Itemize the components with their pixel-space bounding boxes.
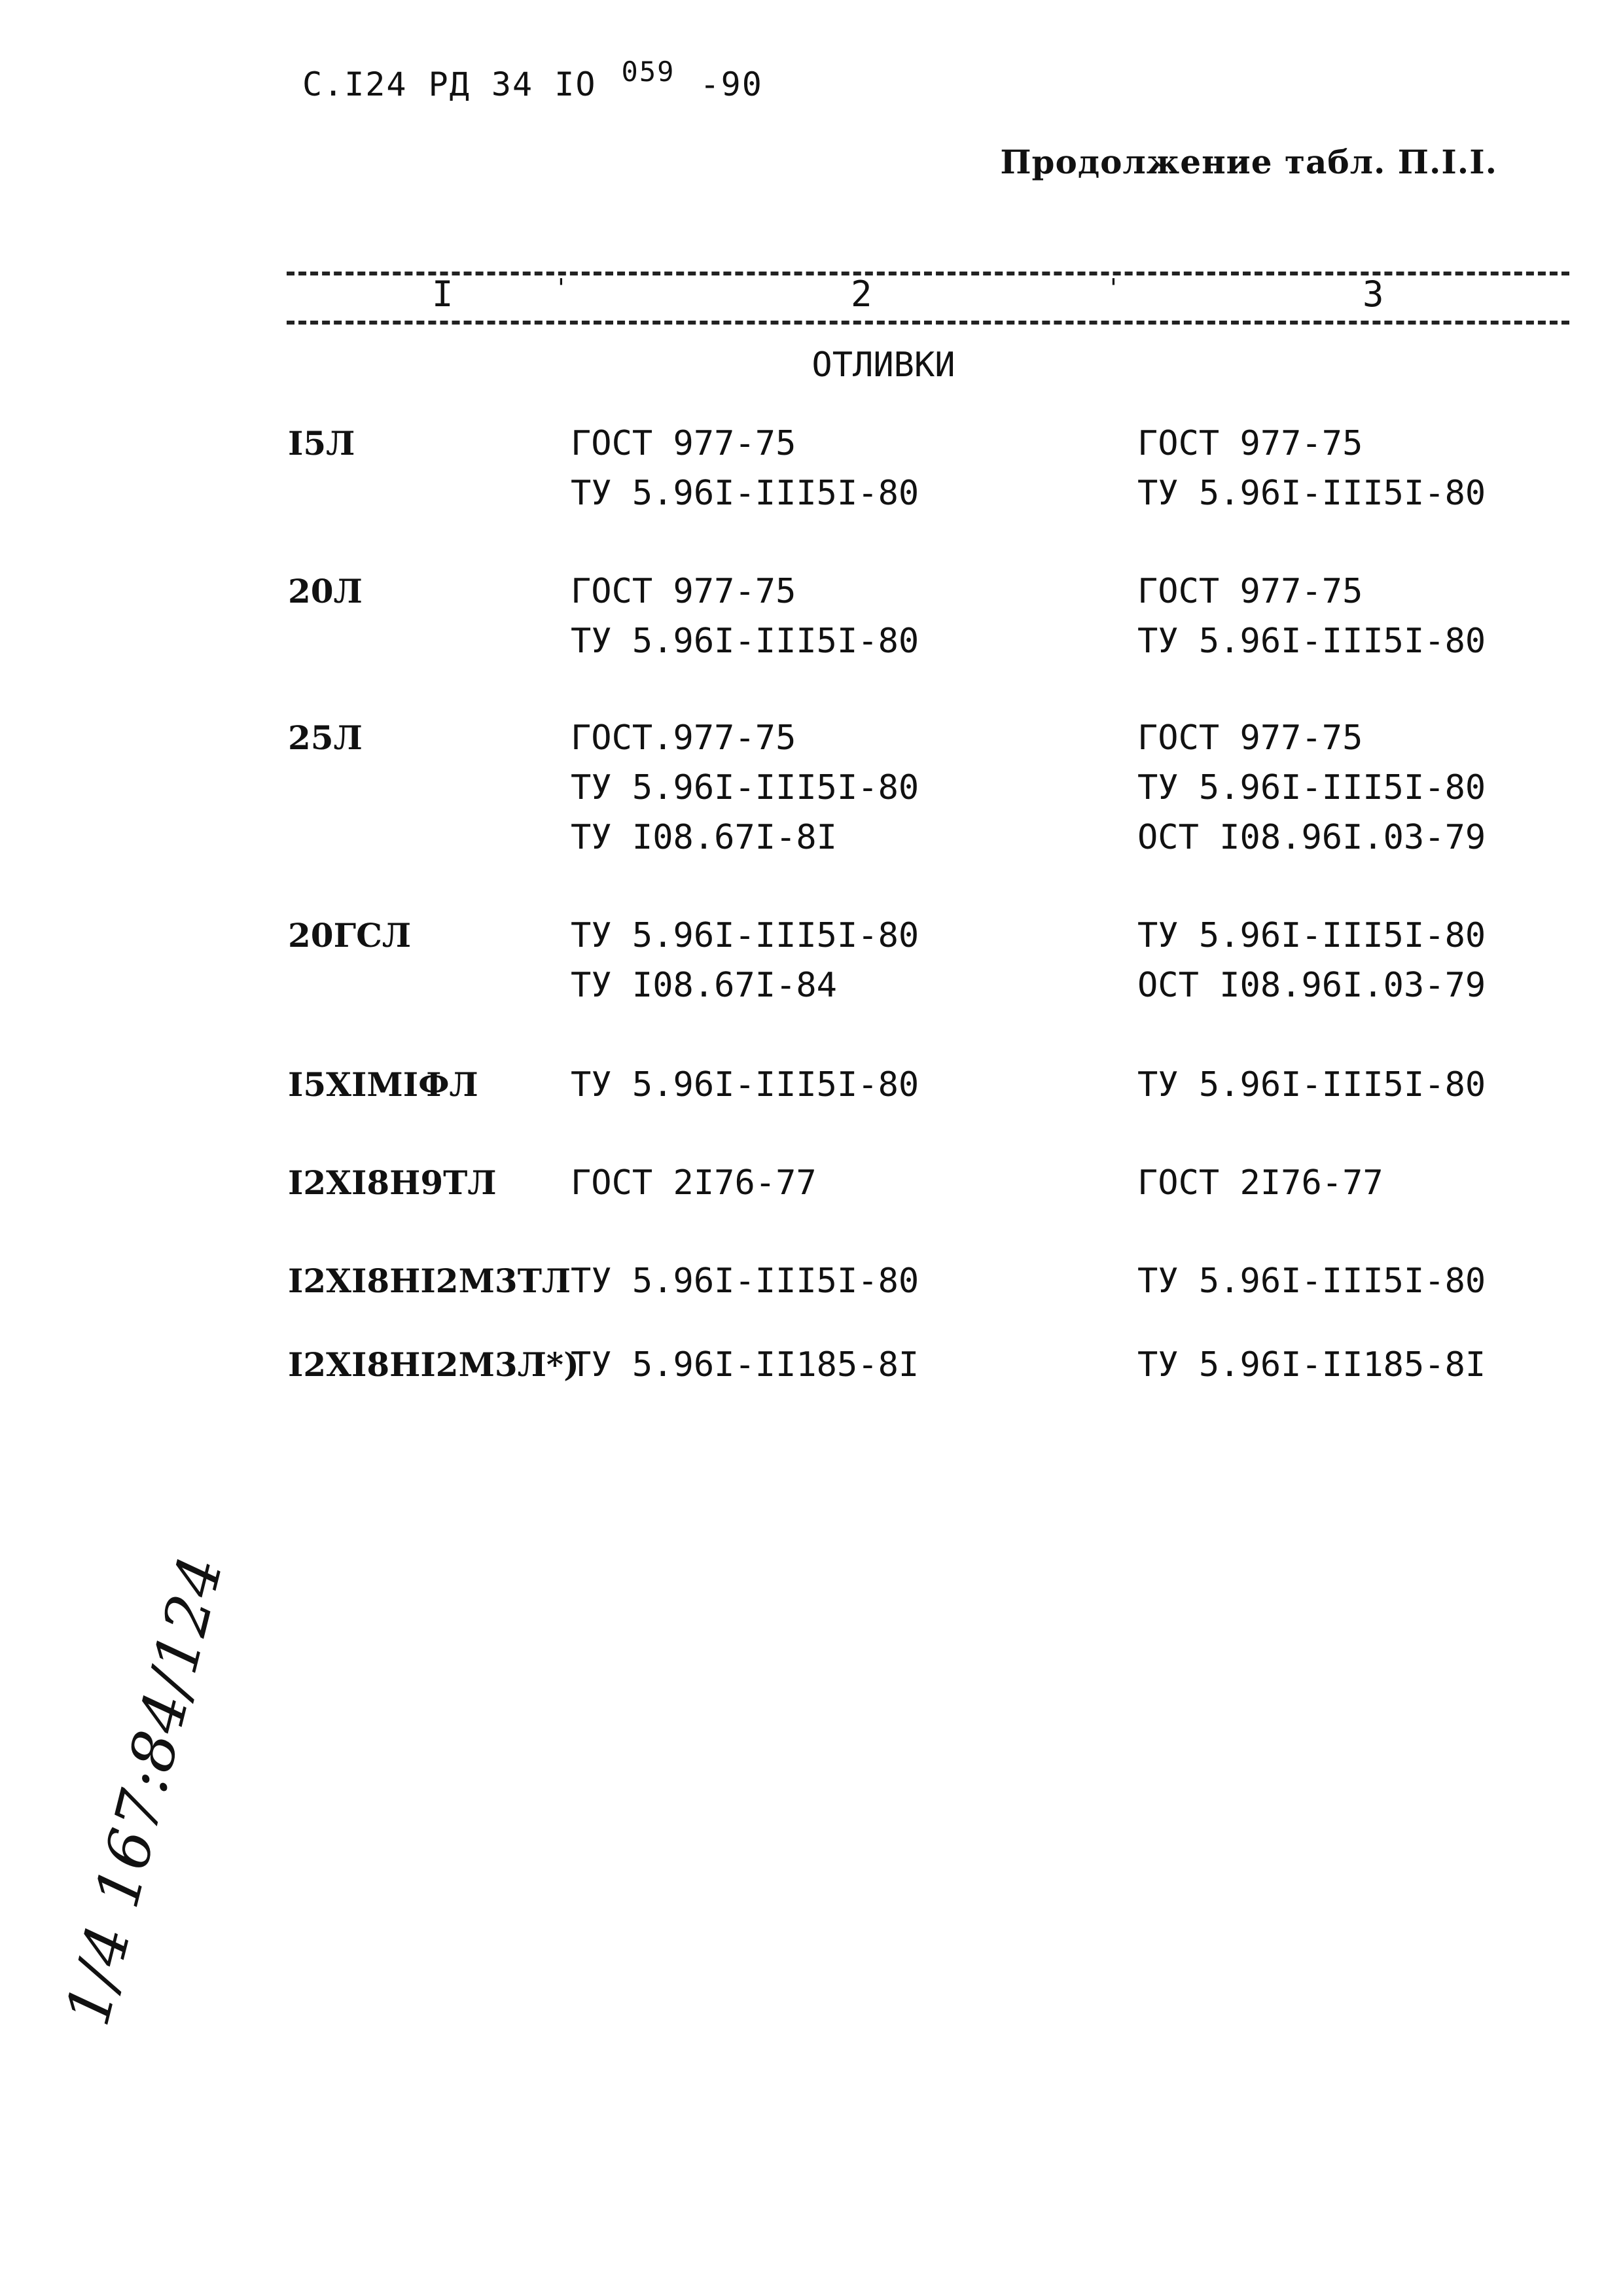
standards-col2 bbox=[571, 1256, 919, 1306]
standard: ТУ 5.96I-III5I-80 bbox=[571, 1262, 919, 1301]
standards-col2 bbox=[571, 419, 919, 518]
material-grade: I5XIMIФЛ bbox=[288, 1065, 478, 1104]
material-grade: I2XI8HI2M3Л*) bbox=[288, 1345, 579, 1384]
material-grade: I2XI8H9TЛ bbox=[288, 1163, 497, 1202]
standard: ТУ 5.96I-III5I-80 bbox=[571, 1065, 919, 1104]
standard: ТУ I08.67I-84 bbox=[571, 966, 837, 1005]
column-header-2: 2 bbox=[851, 274, 872, 315]
standard: ГОСТ 977-75 bbox=[1137, 424, 1363, 463]
standard: ТУ 5.96I-III5I-80 bbox=[571, 622, 919, 661]
material-grade: 20ГСЛ bbox=[288, 916, 412, 955]
standard: ГОСТ.977-75 bbox=[571, 718, 796, 758]
standard: ТУ 5.96I-III5I-80 bbox=[571, 916, 919, 955]
standards-col3 bbox=[1137, 911, 1486, 1010]
standard: ГОСТ 977-75 bbox=[1137, 572, 1363, 611]
table-header-bottom-rule bbox=[287, 321, 1569, 325]
column-header-1: I bbox=[432, 274, 454, 315]
standards-col3 bbox=[1137, 1060, 1486, 1110]
page-ref-suffix: -90 bbox=[700, 65, 763, 103]
standards-col2 bbox=[571, 1060, 919, 1110]
material-grade: I2XI8HI2M3TЛ bbox=[288, 1262, 571, 1300]
standard: ГОСТ 977-75 bbox=[571, 424, 796, 463]
standard: ТУ 5.96I-III5I-80 bbox=[1137, 1262, 1486, 1301]
standards-col3 bbox=[1137, 1340, 1486, 1390]
standard: ТУ 5.96I-III5I-80 bbox=[571, 474, 919, 513]
material-grade: I5Л bbox=[288, 424, 355, 463]
standards-col3 bbox=[1137, 713, 1486, 862]
standard: ГОСТ 2I76-77 bbox=[1137, 1163, 1383, 1203]
standard: ОСТ I08.96I.03-79 bbox=[1137, 818, 1486, 857]
standard: ТУ I08.67I-8I bbox=[571, 818, 837, 857]
page-ref-main: C.I24 РД 34 IO bbox=[302, 65, 597, 103]
material-grade: 25Л bbox=[288, 718, 363, 757]
standard: ТУ 5.96I-III5I-80 bbox=[1137, 1065, 1486, 1104]
standards-col3 bbox=[1137, 419, 1486, 518]
standards-col3 bbox=[1137, 567, 1486, 666]
standard: ТУ 5.96I-III5I-80 bbox=[1137, 474, 1486, 513]
standards-col2 bbox=[571, 567, 919, 666]
column-header-3: 3 bbox=[1363, 274, 1384, 315]
standard: ГОСТ 2I76-77 bbox=[571, 1163, 817, 1203]
standard: ТУ 5.96I-III5I-80 bbox=[1137, 622, 1486, 661]
standard: ТУ 5.96I-III5I-80 bbox=[1137, 768, 1486, 807]
handwritten-inventory-note: 1/4 167:84/124 bbox=[52, 1548, 237, 2032]
column-divider-2: ' bbox=[1106, 274, 1121, 302]
section-title: ОТЛИВКИ bbox=[812, 345, 955, 385]
standard: ГОСТ 977-75 bbox=[571, 572, 796, 611]
standards-col3 bbox=[1137, 1158, 1383, 1208]
standard: ГОСТ 977-75 bbox=[1137, 718, 1363, 758]
standard: ТУ 5.96I-III5I-80 bbox=[571, 768, 919, 807]
standard: ТУ 5.96I-III5I-80 bbox=[1137, 916, 1486, 955]
table-caption: Продолжение табл. П.I.I. bbox=[1000, 143, 1497, 181]
standards-col2 bbox=[571, 713, 919, 862]
standards-col3 bbox=[1137, 1256, 1486, 1306]
material-grade: 20Л bbox=[288, 572, 363, 610]
column-divider-1: ' bbox=[554, 274, 569, 302]
standards-col2 bbox=[571, 1158, 817, 1208]
standards-col2 bbox=[571, 1340, 919, 1390]
standard: ТУ 5.96I-II185-8I bbox=[571, 1345, 919, 1385]
page-reference bbox=[302, 56, 763, 103]
standard: ТУ 5.96I-II185-8I bbox=[1137, 1345, 1486, 1385]
page-ref-superscript: 059 bbox=[621, 56, 675, 88]
standard: ОСТ I08.96I.03-79 bbox=[1137, 966, 1486, 1005]
standards-col2 bbox=[571, 911, 919, 1010]
